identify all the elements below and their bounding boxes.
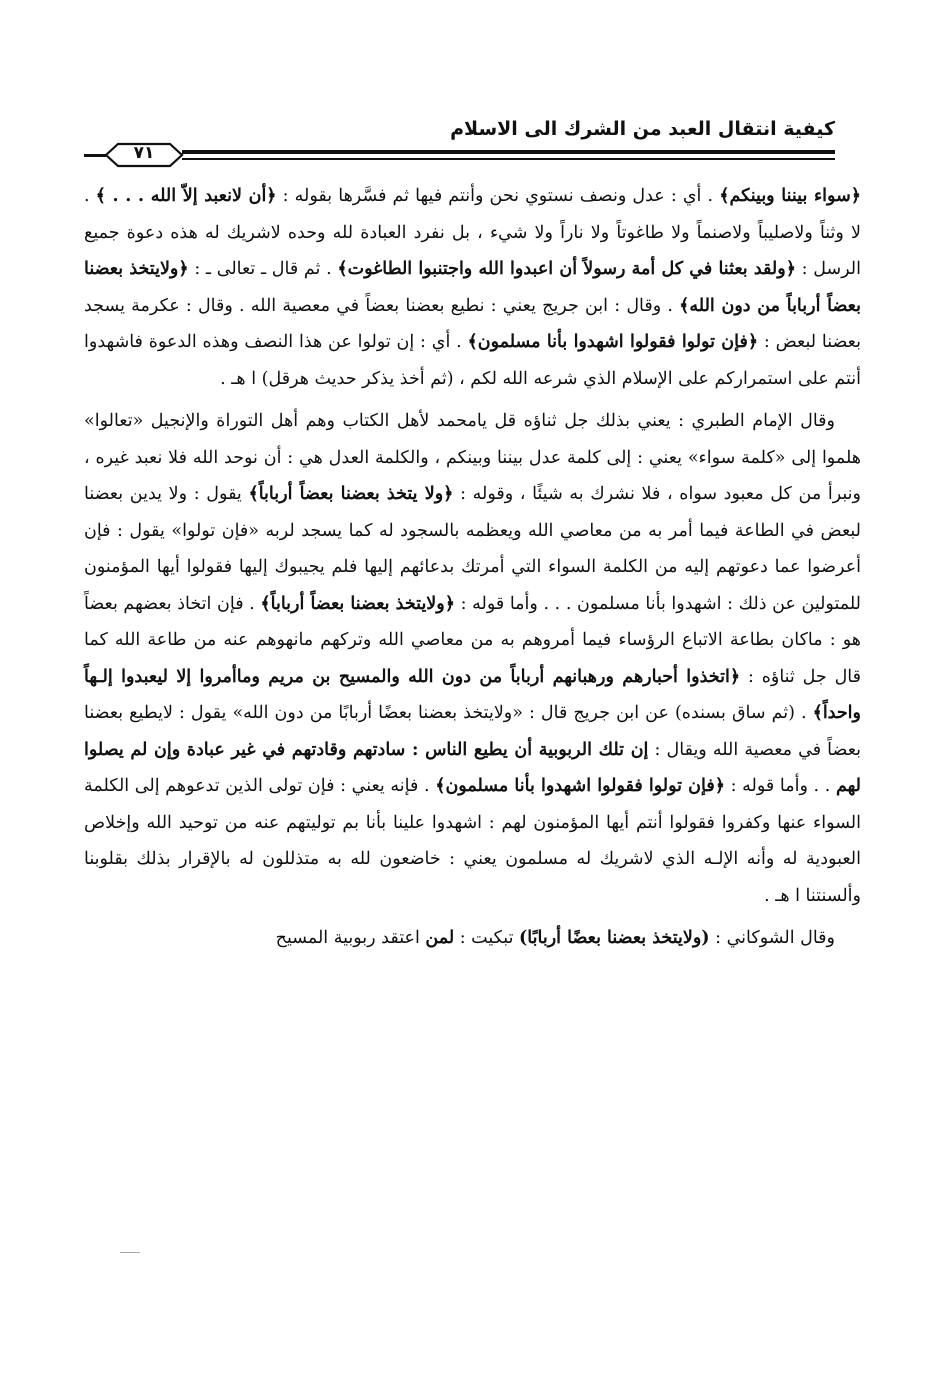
body-text: وقال الشوكاني : [709,928,835,948]
emphasized-text: إن تلك الربوبية أن يطيع الناس : سادتهم وقادتهم في غير عبادة وإن لم يصلوا لهم [84,739,861,796]
body-text: وقال الإمام الطبري : يعني بذلك جل ثناؤه قل يامحمد لأهل الكتاب وهم أهل التوراة والإنجيل «تعالوا» هلموا إلى «كلمة سواء» يعني : إلى كلمة عدل بيننا وبينكم ، والكلمة العدل هي : أن نوحد الله فلا نعبد غيره ، ونبرأ من كل معبود سواه ، فلا نشرك به شيئًا ، وقوله : [84,411,861,504]
emphasized-text: (ولايتخذ بعضنا بعضًا أربابًا) [519,928,710,948]
footer-mark [120,1252,140,1253]
running-header-title: كيفية انتقال العبد من الشرك الى الاسلام [450,118,835,140]
emphasized-text: ﴿أن لانعبد إلاّ الله . . . ﴾ [95,186,277,206]
page-body [84,178,861,957]
body-text: اعتقد ربوبية المسيح [275,928,426,948]
body-text: . أي : إن تولوا عن هذا النصف وهذه الدعوة فاشهدوا أنتم على استمراركم على الإسلام الذي شرعه الله لكم ، (ثم أخذ يذكر حديث هرقل) ا هـ . [84,332,861,389]
header-rule-thick [182,150,835,154]
body-text: . وقال : ابن جريج يعني : نطيع بعضنا بعضاً في معصية الله . وقال : عكرمة يسجد بعضنا لبعض : [84,295,861,352]
header-rule-thin [182,158,835,160]
body-text: . فإن اتخاذ بعضهم بعضاً هو : ماكان بطاعة الاتباع الرؤساء فيما أمروهم به من معاصي الله وتركهم مانهوهم عنه من طاعة الله كما قال جل ثناؤه : [84,593,862,687]
body-text: . . وأما قوله : [725,776,836,796]
body-text: . (ثم ساق بسنده) عن ابن جريج قال : «ولايتخذ بعضنا بعضًا أربابًا من دون الله» يقول : لايطيع بعضنا بعضاً في معصية الله ويقال : [84,703,862,760]
body-text: تبكيت : [454,928,520,948]
emphasized-text: لمن [425,928,455,948]
paragraph [84,178,861,397]
emphasized-text: ﴿ولقد بعثنا في كل أمة رسولاً أن اعبدوا الله واجتنبوا الطاغوت﴾ [337,259,796,279]
body-text: . لا وثناً ولاصليباً ولاصنماً ولا طاغوتاً ولا ناراً ولا شيء ، بل نفرد العبادة لله وحده لاشريك له هذه دعوة جميع الرسل : [84,186,861,279]
emphasized-text: ﴿فإن تولوا فقولوا اشهدوا بأنا مسلمون﴾ [435,776,725,796]
emphasized-text: ﴿سواء بيننا وبينكم﴾ [719,186,861,206]
body-text: . أي : عدل ونصف نستوي نحن وأنتم فيها ثم فسَّرها بقوله : [276,186,720,206]
emphasized-text: ﴿ولا يتخذ بعضنا بعضاً أرباباً﴾ [248,484,454,504]
paragraph [84,920,861,957]
emphasized-text: ﴿فإن تولوا فقولوا اشهدوا بأنا مسلمون﴾ [467,332,759,352]
header-rule-left [84,154,106,157]
emphasized-text: ﴿ولايتخذ بعضنا بعضاً أرباباً﴾ [260,593,455,614]
emphasized-text: ﴿ولايتخذ بعضنا بعضاً أرباباً من دون الله﴾ [84,259,861,316]
paragraph [84,403,861,914]
body-text: . فإنه يعني : فإن تولى الذين تدعوهم إلى الكلمة السواء عنها وكفروا فقولوا أنتم أيها المؤمنون لهم : اشهدوا علينا بأنا بم توليتهم عنه من توحيد الله وإخلاص العبودية له وأنه الإلـه الذي لاشريك له مسلمون يعني : خاضعون لله به متذللون له بالإقرار بذلك بقلوبنا وألسنتنا ا هـ . [84,776,861,906]
page-number: ٧١ [133,143,155,163]
body-text: يقول : ولا يدين بعضنا لبعض في الطاعة فيما أمر به من معاصي الله ويعظمه بالسجود له كما يسجد لربه «فإن تولوا» يقول : فإن أعرضوا عما دعوتهم إليه من الكلمة السواء التي أمرتك بدعائهم إليها فلم يجيبوك إليها فقولوا أيها المؤمنون للمتولين عن ذلك : اشهدوا بأنا مسلمون . . . وأما قوله : [84,484,861,614]
emphasized-text: ﴿اتخذوا أحبارهم ورهبانهم أرباباً من دون الله والمسيح بن مريم وماأمروا إلا ليعبدوا إلـهاً واحداً﴾ [84,666,861,723]
body-text: . ثم قال ـ تعالى ـ : [188,259,338,279]
